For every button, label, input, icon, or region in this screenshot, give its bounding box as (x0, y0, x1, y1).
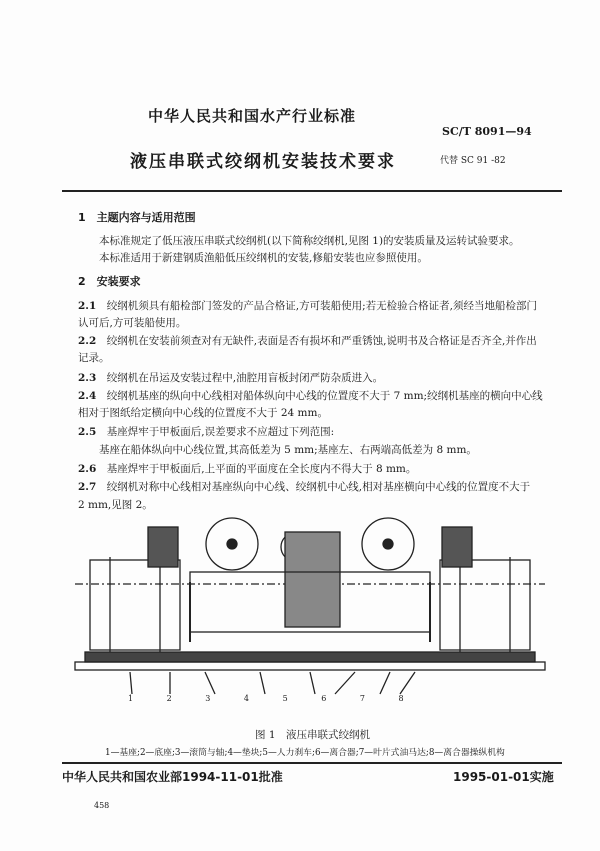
clause-2-1-cont: 认可后,方可装船使用。 (78, 317, 187, 329)
clause-2-4: 2.4 绞纲机基座的纵向中心线相对船体纵向中心线的位置度不大于 7 mm;绞纲机基座的横向中心线 (78, 390, 543, 402)
document-title: 液压串联式绞纲机安装技术要求 (130, 152, 396, 172)
figure-legend: 1—基座;2—底座;3—滚筒与轴;4—垫块;5—人力刹车;6—离合器;7—叶片式油马达;8—离合器操纵机构 (105, 748, 505, 758)
clause-2-6: 2.6 基座焊牢于甲板面后,上平面的平面度在全长度内不得大于 8 mm。 (78, 463, 417, 475)
footer-rule (62, 762, 562, 764)
org-title: 中华人民共和国水产行业标准 (148, 107, 357, 125)
standard-code: SC/T 8091—94 (442, 125, 532, 138)
clause-2-2: 2.2 绞纲机在安装前须查对有无缺件,表面是否有损坏和严重锈蚀,说明书及合格证是否齐全,并作出 (78, 335, 537, 347)
clause-2-2-cont: 记录。 (78, 352, 110, 364)
page-number: 458 (94, 801, 110, 810)
clause-2-7: 2.7 绞纲机对称中心线相对基座纵向中心线、绞纲机中心线,相对基座横向中心线的位置度不大于 (78, 481, 531, 493)
section-1-para: 本标准适用于新建钢质渔船低压绞纲机的安装,修船安装也应参照使用。 (99, 252, 428, 264)
section-1-heading: 1 主题内容与适用范围 (78, 211, 196, 224)
clause-2-1: 2.1 绞纲机须具有船检部门签发的产品合格证,方可装船使用;若无检验合格证者,须经当地船检部门 (78, 300, 537, 312)
clause-2-5-cont: 基座在船体纵向中心线位置,其高低差为 5 mm;基座左、右两端高低差为 8 mm。 (99, 444, 477, 456)
winch-drawing (70, 512, 550, 712)
figure-callouts: 1 2 3 4 5 6 7 8 (128, 694, 404, 703)
implementation-date: 1995-01-01实施 (453, 770, 554, 784)
approval-note: 中华人民共和国农业部1994-11-01批准 (62, 770, 283, 784)
clause-2-7-cont: 2 mm,见图 2。 (78, 499, 153, 511)
clause-2-3: 2.3 绞纲机在吊运及安装过程中,油腔用盲板封闭严防杂质进入。 (78, 372, 384, 384)
replaces-note: 代替 SC 91 -82 (440, 156, 506, 166)
section-2-heading: 2 安装要求 (78, 275, 141, 288)
header-rule (62, 190, 562, 192)
figure-caption: 图 1 液压串联式绞纲机 (255, 729, 371, 741)
clause-2-5: 2.5 基座焊牢于甲板面后,误差要求不应超过下列范围: (78, 426, 335, 438)
clause-2-4-cont: 相对于图纸给定横向中心线的位置度不大于 24 mm。 (78, 407, 328, 419)
section-1-para: 本标准规定了低压液压串联式绞纲机(以下简称绞纲机,见图 1)的安装质量及运转试验要求。 (99, 235, 520, 247)
